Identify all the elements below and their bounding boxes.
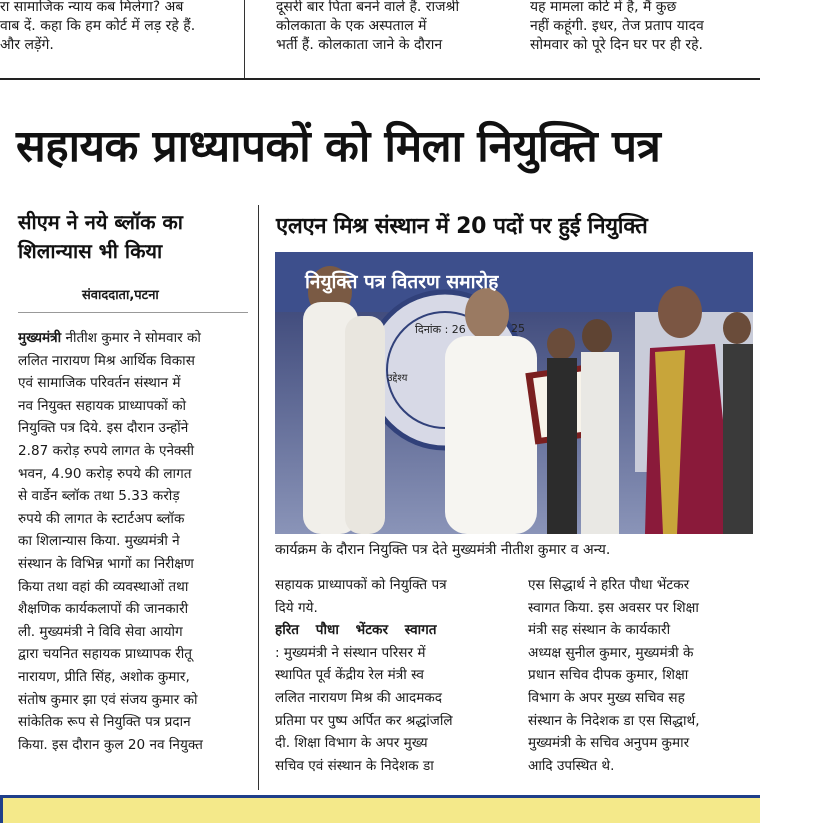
text-line: सोमवार को पूरे दिन घर पर ही रहे. <box>530 37 703 53</box>
text-line: भर्ती हैं. कोलकाता जाने के दौरान <box>276 37 443 53</box>
text-line: प्रधान सचिव दीपक कुमार, शिक्षा <box>528 667 689 684</box>
text-line: ललित नारायण मिश्र आर्थिक विकास <box>18 352 195 369</box>
text-line: नव नियुक्त सहायक प्राध्यापकों को <box>18 397 187 414</box>
text-line: और लड़ेंगे. <box>0 37 54 53</box>
text-line: संतोष कुमार झा एवं संजय कुमार को <box>18 691 198 708</box>
text-line: एस सिद्धार्थ ने हरित पौधा भेंटकर <box>528 577 690 593</box>
text-line: ली. मुख्यमंत्री ने विवि सेवा आयोग <box>18 623 183 640</box>
text-fragment: नीतीश कुमार ने सोमवार को <box>61 330 201 346</box>
text-line: संस्थान के निदेशक डा एस सिद्धार्थ, <box>528 712 700 729</box>
text-line: सहायक प्राध्यापकों को नियुक्ति पत्र <box>275 577 447 593</box>
text-line: शैक्षणिक कार्यकलापों की जानकारी <box>18 601 189 618</box>
prev-story-col-1 <box>0 0 240 55</box>
side-story-body <box>18 327 246 756</box>
text-line: नियुक्ति पत्र दिये. इस दौरान उन्होंने <box>18 420 189 437</box>
photo-banner-text: नियुक्ति पत्र वितरण समारोह <box>305 271 499 293</box>
text-line: आदि उपस्थित थे. <box>528 757 615 774</box>
text-line <box>18 327 246 350</box>
photo-date-text: दिनांक : 26 <box>415 323 466 336</box>
section-divider <box>0 78 760 80</box>
text-line: किया तथा वहां की व्यवस्थाओं तथा <box>18 578 189 595</box>
text-line: विभाग के अपर मुख्य सचिव सह <box>528 689 685 706</box>
prev-story-col-2 <box>276 0 501 55</box>
prev-story-col-3 <box>530 0 755 55</box>
text-line: कोलकाता के एक अस्पताल में <box>276 18 427 34</box>
text-line: वाब दें. कहा कि हम कोर्ट में लड़ रहे हैं. <box>0 18 196 34</box>
text-line: सांकेतिक रूप से नियुक्ति पत्र प्रदान <box>18 714 191 731</box>
main-subheadline: एलएन मिश्र संस्थान में 20 पदों पर हुई नियुक्ति <box>276 214 648 239</box>
photo-seal-text: उद्देश्य <box>387 373 408 384</box>
text-line: दूसरी बार पिता बनने वाले हैं. राजश्री <box>276 0 460 15</box>
text-line: नहीं कहूंगी. इधर, तेज प्रताप यादव <box>530 18 704 34</box>
text-line: किया. इस दौरान कुल 20 नव नियुक्त <box>18 736 203 753</box>
inline-subheading: हरित पौधा भेंटकर स्वागत <box>275 622 437 639</box>
text-line: से वार्डेन ब्लॉक तथा 5.33 करोड़ <box>18 488 180 505</box>
page-headline: सहायक प्राध्यापकों को मिला नियुक्ति पत्र <box>16 121 661 172</box>
text-line: एवं सामाजिक परिवर्तन संस्थान में <box>18 375 181 392</box>
text-line: ललित नारायण मिश्र की आदमकद <box>275 689 442 706</box>
main-story-col-a <box>275 574 500 777</box>
text-line: का शिलान्यास किया. मुख्यमंत्री ने <box>18 533 180 550</box>
side-story-title <box>18 208 183 266</box>
text-line: संस्थान के विभिन्न भागों का निरीक्षण <box>18 555 194 572</box>
title-line: शिलान्यास भी किया <box>18 239 163 263</box>
text-line: मुख्यमंत्री के सचिव अनुपम कुमार <box>528 735 690 752</box>
column-divider <box>258 205 259 790</box>
text-line: प्रतिमा पर पुष्प अर्पित कर श्रद्धांजलि <box>275 712 453 729</box>
text-line: नारायण, प्रीति सिंह, अशोक कुमार, <box>18 668 190 685</box>
text-line: स्वागत किया. इस अवसर पर शिक्षा <box>528 599 699 616</box>
text-line: अध्यक्ष सुनील कुमार, मुख्यमंत्री के <box>528 644 694 661</box>
text-line: 2.87 करोड़ रुपये लागत के एनेक्सी <box>18 442 195 459</box>
photo-caption: कार्यक्रम के दौरान नियुक्ति पत्र देते मुख्यमंत्री नीतीश कुमार व अन्य. <box>275 542 611 558</box>
text-line: रुपये की लागत के स्टार्टअप ब्लॉक <box>18 510 185 527</box>
text-line: भवन, 4.90 करोड़ रुपये की लागत <box>18 465 192 482</box>
text-line: यह मामला कोर्ट में है, मैं कुछ <box>530 0 677 15</box>
photo-date-tail: 25 <box>511 322 525 335</box>
photo-illustration <box>275 252 753 534</box>
text-line: सचिव एवं संस्थान के निदेशक डा <box>275 757 434 774</box>
text-line: रा सामाजिक न्याय कब मिलेगा? अब <box>0 0 184 15</box>
text-line: स्थापित पूर्व केंद्रीय रेल मंत्री स्व <box>275 667 424 684</box>
text-line: : मुख्यमंत्री ने संस्थान परिसर में <box>275 644 426 661</box>
text-line: दिये गये. <box>275 599 318 616</box>
bottom-ad-band <box>0 795 760 823</box>
main-story-col-b <box>528 574 753 777</box>
byline: संवाददाता,पटना <box>82 288 159 303</box>
news-photo <box>275 252 753 534</box>
text-line: द्वारा चयनित सहायक प्राध्यापक रीतू <box>18 646 193 663</box>
text-line: मंत्री सह संस्थान के कार्यकारी <box>528 622 671 639</box>
byline-rule <box>18 312 248 313</box>
column-divider <box>244 0 245 78</box>
lead-word: मुख्यमंत्री <box>18 330 62 346</box>
text-line: दी. शिक्षा विभाग के अपर मुख्य <box>275 735 428 752</box>
title-line: सीएम ने नये ब्लॉक का <box>18 210 183 234</box>
